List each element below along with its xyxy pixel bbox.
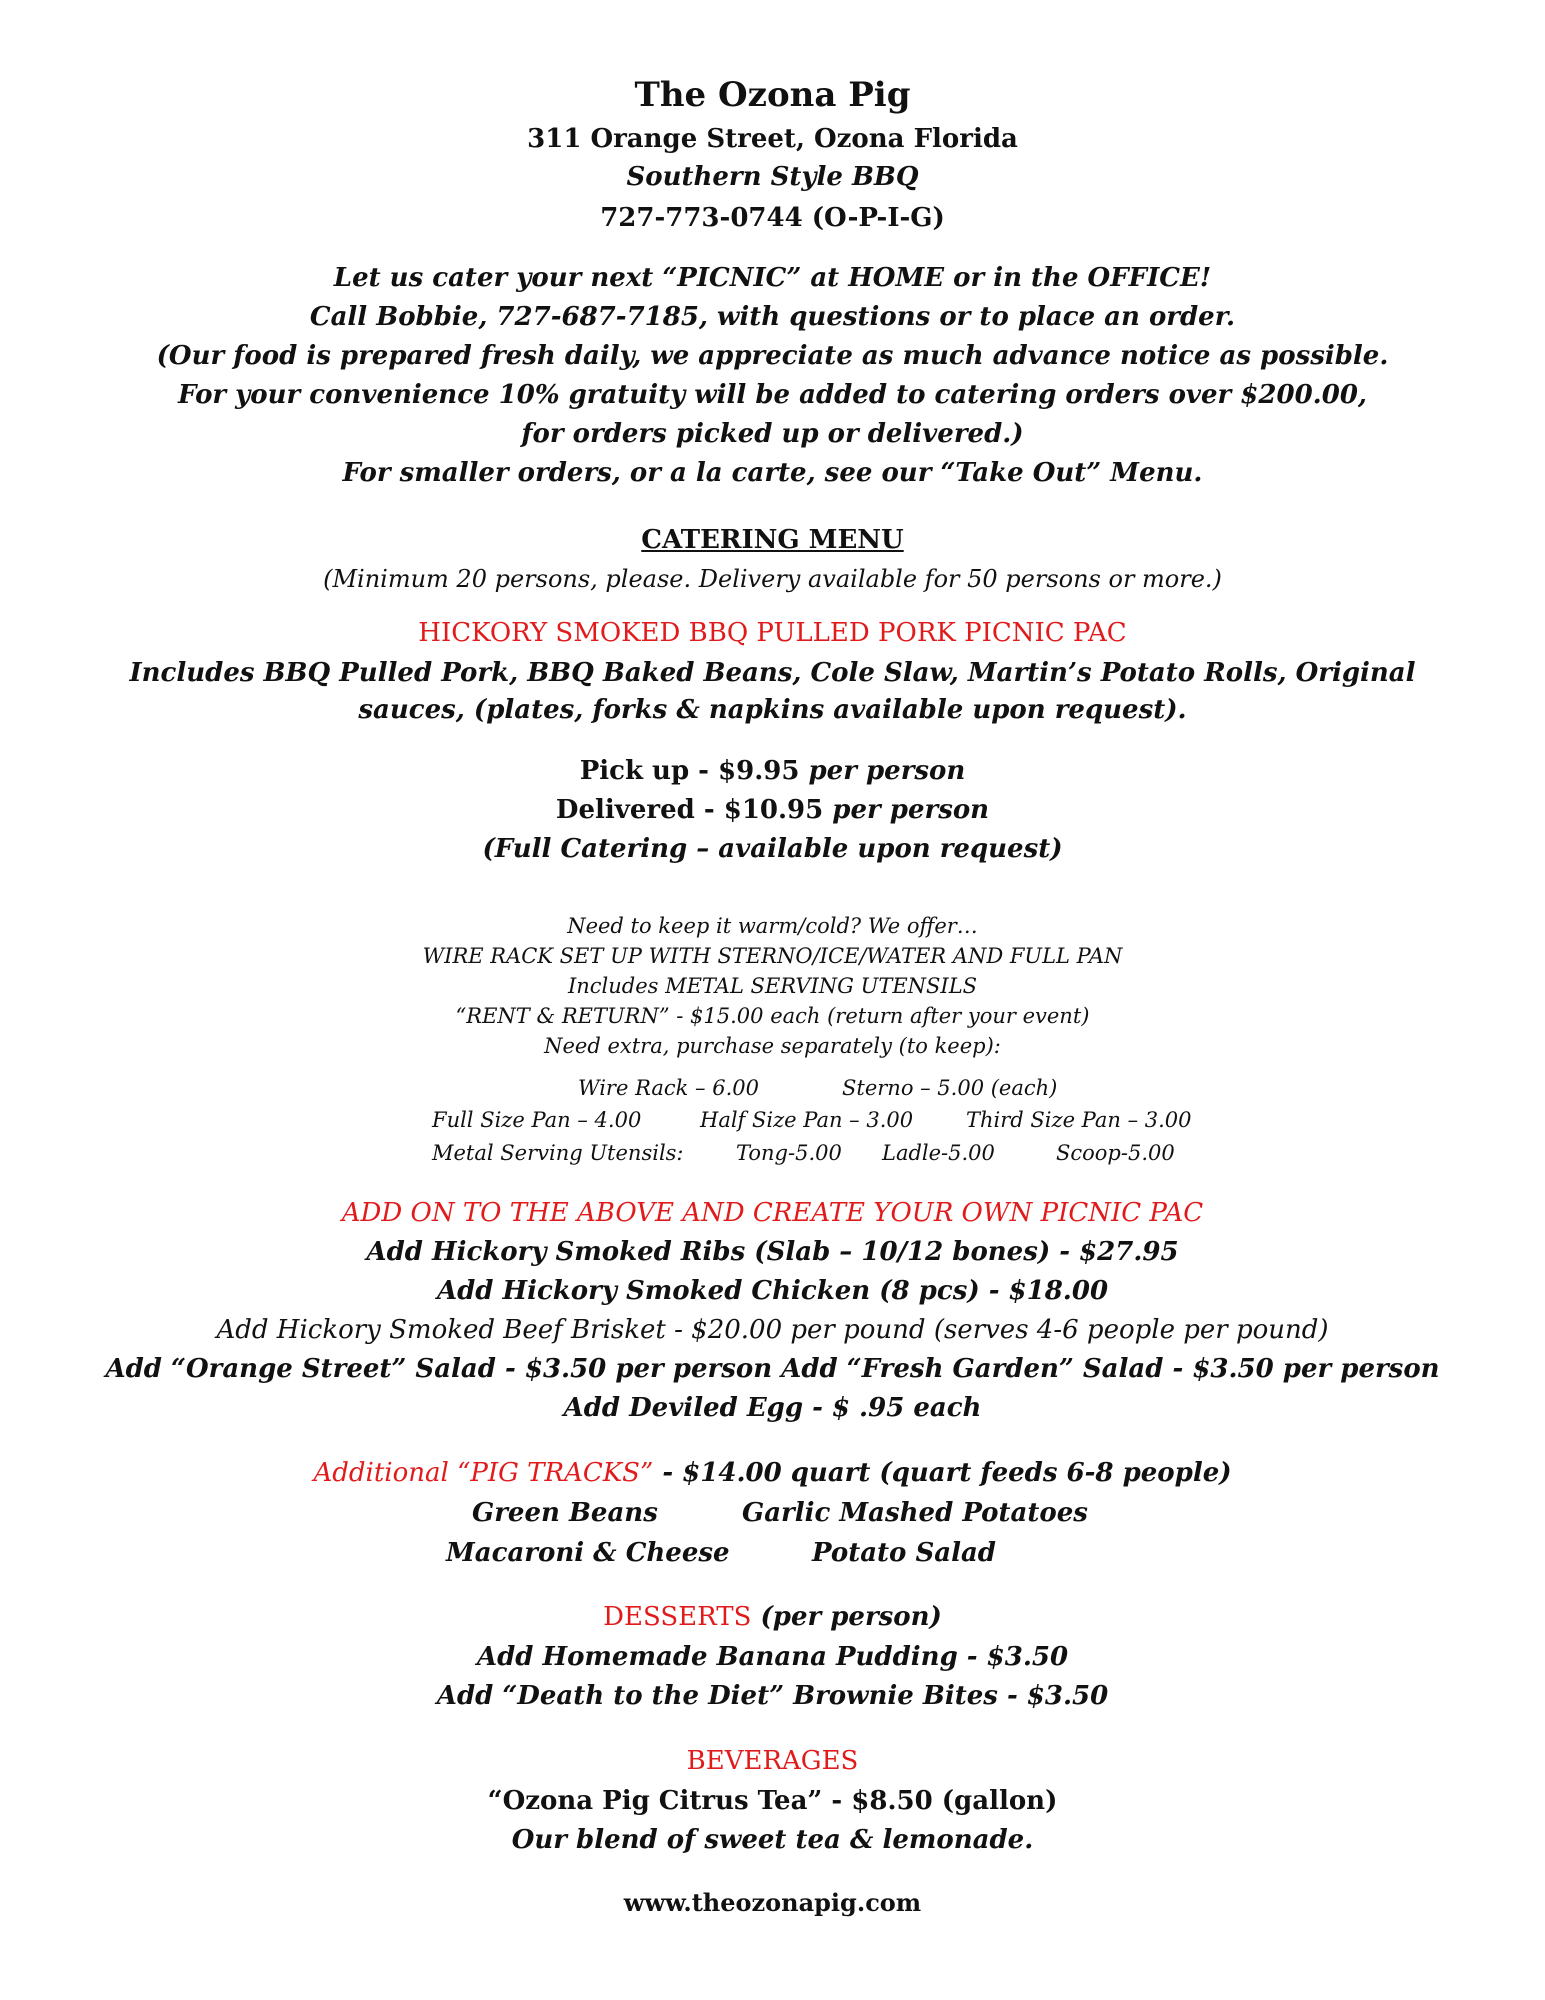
- equipment-line: “RENT & RETURN” - $15.00 each (return after your event): [455, 1004, 1090, 1028]
- side-item: Potato Salad: [812, 1538, 996, 1568]
- pickup-price: [0, 758, 1545, 784]
- delivered-price: [0, 797, 1545, 823]
- side-item: Garlic Mashed Potatoes: [742, 1498, 1088, 1528]
- intro-line: For your convenience 10% gratuity will be added to catering orders over $200.00,: [178, 380, 1367, 410]
- delivered-price-label: Delivered - $10.95: [555, 795, 824, 825]
- intro-line: for orders picked up or delivered.): [521, 419, 1024, 449]
- desserts-heading: [0, 1604, 1545, 1630]
- beverages-title: BEVERAGES: [686, 1746, 859, 1776]
- ladle-price: Ladle-5.00: [882, 1141, 995, 1165]
- tong-price: Tong-5.00: [736, 1141, 842, 1165]
- addon-brisket: Add Hickory Smoked Beef Brisket - $20.00 per pound (serves 4-6 people per pound): [216, 1315, 1329, 1345]
- half-pan-price: Half Size Pan – 3.00: [700, 1108, 914, 1132]
- wire-rack-price: Wire Rack – 6.00: [578, 1076, 759, 1100]
- equipment-line: Need to keep it warm/cold? We offer…: [567, 914, 978, 938]
- dessert-pudding: Add Homemade Banana Pudding - $3.50: [476, 1642, 1069, 1672]
- intro-line: Call Bobbie, 727-687-7185, with questions or to place an order.: [309, 302, 1236, 332]
- catering-menu-note: (Minimum 20 persons, please. Delivery available for 50 persons or more.): [323, 565, 1222, 593]
- pulled-pork-title: HICKORY SMOKED BBQ PULLED PORK PICNIC PAC: [418, 618, 1127, 648]
- desserts-title: DESSERTS: [603, 1602, 752, 1632]
- addons-title: ADD ON TO THE ABOVE AND CREATE YOUR OWN PICNIC PAC: [341, 1198, 1204, 1228]
- restaurant-style: Southern Style BBQ: [626, 162, 919, 192]
- intro-line: Let us cater your next “PICNIC” at HOME or in the OFFICE!: [333, 263, 1212, 293]
- website-link[interactable]: www.theozonapig.com: [623, 1888, 922, 1917]
- addon-deviled-egg: Add Deviled Egg - $ .95 each: [563, 1393, 982, 1423]
- addon-chicken: Add Hickory Smoked Chicken (8 pcs) - $18.00: [436, 1276, 1109, 1306]
- catering-menu-title: CATERING MENU: [641, 525, 904, 555]
- side-item: Green Beans: [472, 1498, 658, 1528]
- restaurant-phone: 727-773-0744 (O-P-I-G): [600, 203, 945, 233]
- per-person-label: per person: [832, 795, 990, 825]
- restaurant-name: The Ozona Pig: [634, 75, 911, 115]
- full-pan-price: Full Size Pan – 4.00: [432, 1108, 642, 1132]
- addon-ribs: Add Hickory Smoked Ribs (Slab – 10/12 bones) - $27.95: [366, 1237, 1179, 1267]
- pig-tracks-title: Additional “PIG TRACKS”: [313, 1458, 654, 1488]
- addon-salads: Add “Orange Street” Salad - $3.50 per person Add “Fresh Garden” Salad - $3.50 per person: [105, 1354, 1440, 1384]
- per-person-label: per person: [808, 756, 966, 786]
- equipment-line: Includes METAL SERVING UTENSILS: [567, 974, 978, 998]
- equipment-line: WIRE RACK SET UP WITH STERNO/ICE/WATER AND FULL PAN: [422, 944, 1123, 968]
- desserts-suffix: (per person): [751, 1602, 942, 1632]
- equipment-line: Need extra, purchase separately (to keep):: [544, 1034, 1001, 1058]
- pig-tracks-line: [0, 1460, 1545, 1486]
- dessert-brownies: Add “Death to the Diet” Brownie Bites - $3.50: [436, 1681, 1109, 1711]
- pickup-price-label: Pick up - $9.95: [579, 756, 800, 786]
- restaurant-address: 311 Orange Street, Ozona Florida: [527, 124, 1018, 154]
- pulled-pork-includes: Includes BBQ Pulled Pork, BBQ Baked Beans, Cole Slaw, Martin’s Potato Rolls, Original: [129, 658, 1416, 688]
- sterno-price: Sterno – 5.00 (each): [842, 1076, 1058, 1100]
- scoop-price: Scoop-5.00: [1056, 1141, 1175, 1165]
- third-pan-price: Third Size Pan – 3.00: [966, 1108, 1192, 1132]
- full-catering-note: (Full Catering – available upon request): [482, 834, 1063, 864]
- pulled-pork-includes: sauces, (plates, forks & napkins available upon request).: [358, 695, 1187, 725]
- intro-line: For smaller orders, or a la carte, see our “Take Out” Menu.: [342, 458, 1203, 488]
- pig-tracks-price: - $14.00 quart (quart feeds 6-8 people): [653, 1458, 1232, 1488]
- beverage-tea: “Ozona Pig Citrus Tea” - $8.50 (gallon): [487, 1786, 1058, 1816]
- utensils-label: Metal Serving Utensils:: [432, 1141, 684, 1165]
- intro-line: (Our food is prepared fresh daily, we appreciate as much advance notice as possible.: [156, 341, 1389, 371]
- beverage-blend: Our blend of sweet tea & lemonade.: [511, 1825, 1034, 1855]
- side-item: Macaroni & Cheese: [446, 1538, 730, 1568]
